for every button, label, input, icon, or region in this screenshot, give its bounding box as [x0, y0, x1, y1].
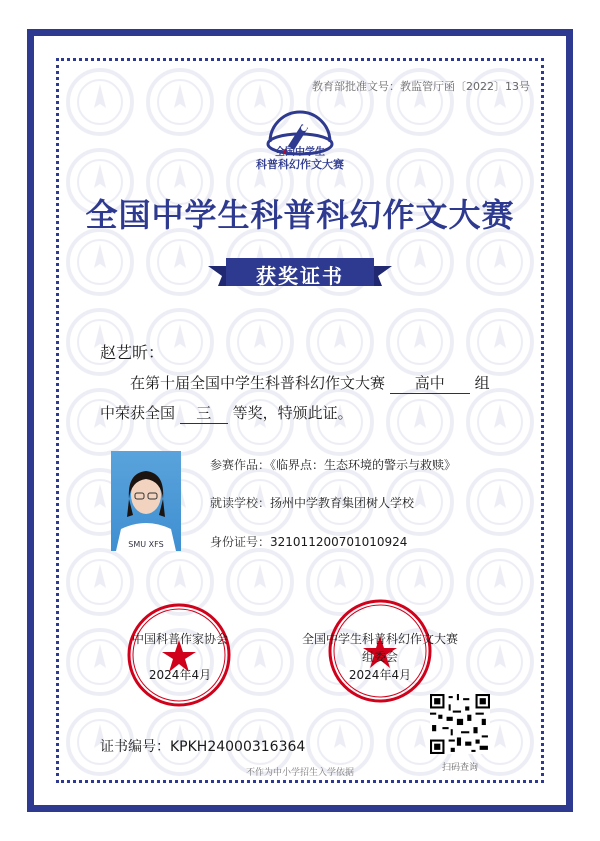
entry-title-row	[210, 456, 456, 473]
id-number-value: 321011200701010924	[270, 535, 408, 549]
issuer-1-name: 中国科普作家协会	[131, 632, 228, 646]
certificate-title: 全国中学生科普科幻作文大赛	[85, 196, 515, 234]
entry-title-value: 《临界点：生态环境的警示与救赎》	[270, 458, 457, 472]
school-row	[210, 494, 414, 511]
id-number-row	[210, 533, 407, 550]
award-statement-line1	[130, 372, 490, 394]
qr-code-icon[interactable]	[430, 694, 490, 754]
student-photo	[111, 451, 181, 551]
rank-field: 三	[180, 402, 228, 424]
shirt-text: SMU XFS	[128, 540, 164, 549]
school-label: 就读学校：	[210, 496, 271, 510]
issuer-2-name-line2: 组委会	[361, 650, 398, 664]
recipient-name: 赵艺昕：	[100, 343, 165, 362]
group-field: 高中	[390, 372, 470, 394]
award-certificate-label: 获奖证书	[256, 264, 344, 288]
qr-label: 扫码查询	[442, 763, 479, 773]
logo-text-line2: 科普科幻作文大赛	[256, 158, 344, 171]
statement-text: 中荣获全国	[100, 404, 176, 422]
issuer-2-name: 全国中学生科普科幻作文大赛	[301, 632, 458, 646]
id-number-label: 身份证号：	[210, 535, 271, 549]
statement-text: 组	[474, 374, 490, 392]
certificate-number: 证书编号：KPKH24000316364	[100, 739, 306, 755]
school-value: 扬州中学教育集团树人学校	[270, 496, 415, 510]
statement-text: 在第十届全国中学生科普科幻作文大赛	[130, 374, 386, 392]
approval-number: 教育部批准文号：教监管厅函〔2022〕13号	[312, 80, 530, 93]
issuer-1-date: 2024年4月	[148, 668, 212, 682]
footnote: 不作为中小学招生入学依据	[245, 768, 354, 778]
seal-stamp-icon	[124, 600, 234, 710]
award-statement-line2	[100, 402, 353, 424]
logo-text-line1: 全国中学生	[275, 147, 325, 158]
statement-text: 等奖，特颁此证。	[232, 404, 353, 422]
issuer-2-date: 2024年4月	[348, 668, 412, 682]
entry-title-label: 参赛作品：	[210, 458, 271, 472]
